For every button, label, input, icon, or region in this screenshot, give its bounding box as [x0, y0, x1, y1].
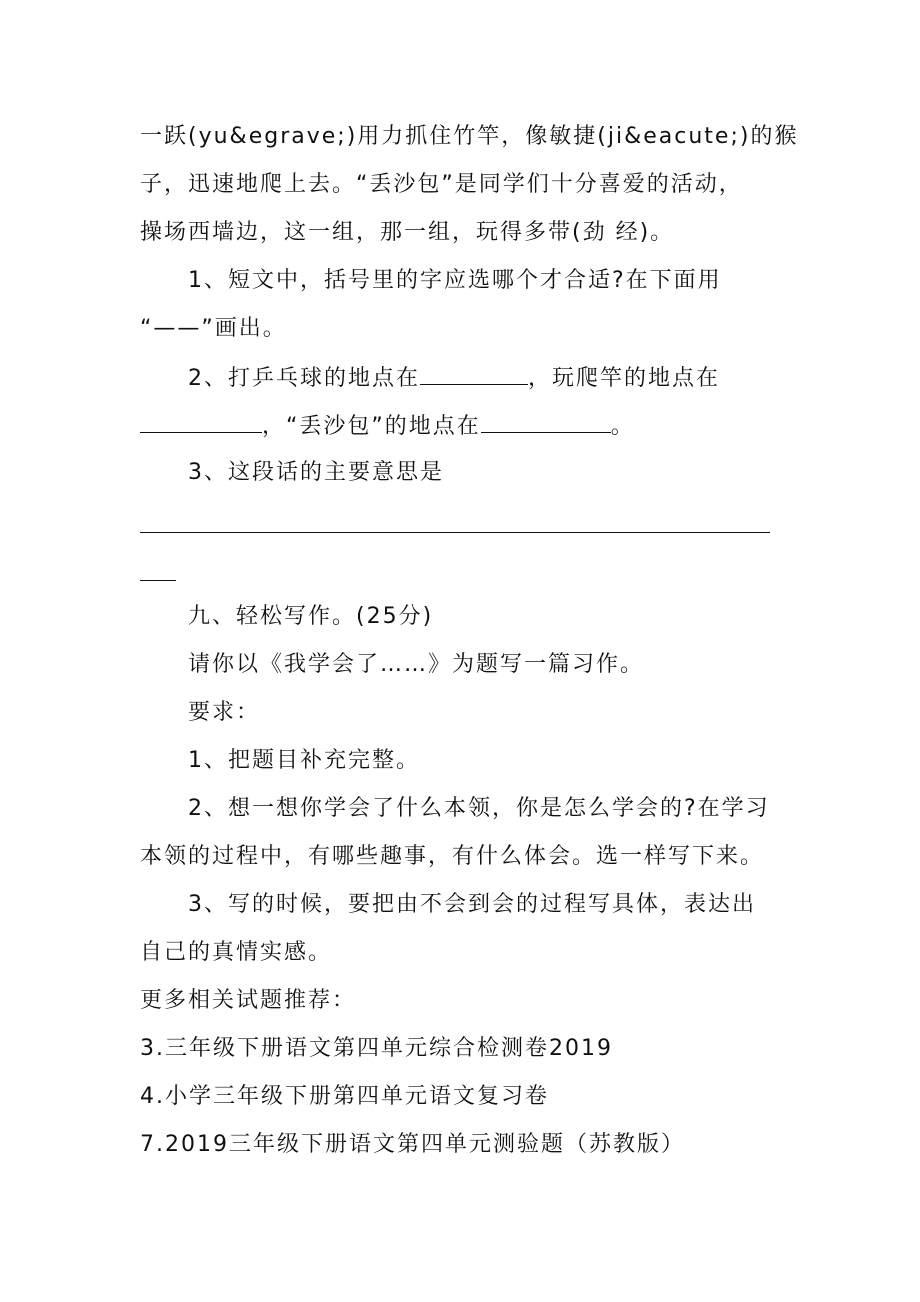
question-2-line-1	[188, 364, 720, 392]
passage-line-2: 子，迅速地爬上去。“丢沙包”是同学们十分喜爱的活动，	[140, 172, 743, 197]
section-9-heading: 九、轻松写作。(25分)	[188, 604, 434, 629]
question-1-line-1: 1、短文中，括号里的字应选哪个才合适?在下面用	[188, 268, 722, 293]
question-2-text-d: 。	[610, 414, 635, 439]
answer-line-main-idea-continued[interactable]	[140, 580, 176, 581]
question-2-text-a: 2、打乒乓球的地点在	[188, 366, 420, 391]
requirements-label: 要求：	[188, 700, 261, 725]
question-3-label: 3、这段话的主要意思是	[188, 460, 444, 485]
answer-blank-climbing[interactable]	[140, 412, 262, 433]
requirement-3-line-1: 3、写的时候，要把由不会到会的过程写具体，表达出	[188, 892, 756, 917]
passage-line-3: 操场西墙边，这一组，那一组，玩得多带(劲 经)。	[140, 220, 675, 245]
question-2-text-b: ，玩爬竿的地点在	[528, 366, 721, 391]
question-2-line-2	[140, 412, 635, 440]
passage-line-1: 一跃(yu&egrave;)用力抓住竹竿，像敏捷(ji&eacute;)的猴	[140, 124, 799, 149]
question-2-text-c: ，“丢沙包”的地点在	[262, 414, 481, 439]
writing-prompt: 请你以《我学会了……》为题写一篇习作。	[188, 652, 645, 677]
requirement-2-line-2: 本领的过程中，有哪些趣事，有什么体会。选一样写下来。	[140, 844, 765, 869]
related-link-1[interactable]: 3.三年级下册语文第四单元综合检测卷2019	[140, 1036, 613, 1061]
requirement-1: 1、把题目补充完整。	[188, 748, 420, 773]
related-link-3[interactable]: 7.2019三年级下册语文第四单元测验题（苏教版）	[140, 1132, 685, 1157]
related-heading: 更多相关试题推荐：	[140, 988, 357, 1013]
answer-blank-sandbag[interactable]	[481, 412, 611, 433]
question-1-line-2: “——”画出。	[140, 316, 287, 341]
answer-blank-pingpong[interactable]	[420, 364, 528, 385]
answer-line-main-idea[interactable]	[140, 532, 770, 533]
related-link-2[interactable]: 4.小学三年级下册第四单元语文复习卷	[140, 1084, 549, 1109]
requirement-3-line-2: 自己的真情实感。	[140, 940, 333, 965]
requirement-2-line-1: 2、想一想你学会了什么本领，你是怎么学会的?在学习	[188, 796, 770, 821]
